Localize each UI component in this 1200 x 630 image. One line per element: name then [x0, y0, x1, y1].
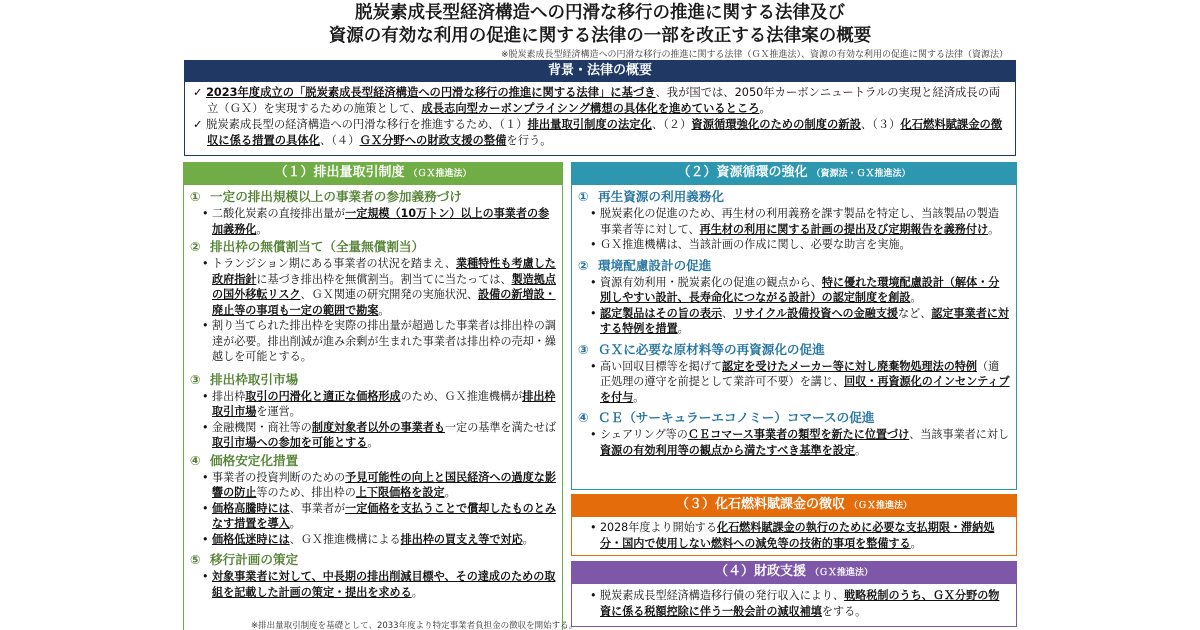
section-emissions-trading-header: （１）排出量取引制度 （ＧＸ推進法） [183, 162, 563, 184]
background-paragraph-1: ✓ 2023年度成立の「脱炭素成長型経済構造への円滑な移行の推進に関する法律」に基づき、我が国では、2050年カーボンニュートラルの実現と経済成長の両立（ＧＸ）を実現するための施策として、成長志向型カーボンプライシング構想の具体化を進めているところ。 [193, 86, 1001, 115]
bullet: • 二酸化炭素の直接排出量が一定規模（10万トン）以上の事業者の参加義務化。 [190, 206, 556, 237]
bullet: • 脱炭素成長型経済構造移行債の発行収入により、戦略税制のうち、ＧＸ分野の物資に係る税額控除に伴う一般会計の減収補填をする。 [578, 588, 1010, 619]
background-paragraph-2: ✓ 脱炭素成長型の経済構造への円滑な移行を推進するため、（１）排出量取引制度の法定化、（２）資源循環強化のための制度の新設、（３）化石燃料賦課金の徴収に係る措置の具体化、（４）ＧＸ分野への財政支援の整備を行う。 [193, 118, 1003, 147]
bullet: • 価格低迷時には、ＧＸ推進機構による排出枠の買支え等で対応。 [190, 532, 556, 548]
bullet: • トランジション期にある事業者の状況を踏まえ、業種特性も考慮した政府指針に基づき排出枠を無償割当。割当てに当たっては、製造拠点の国外移転リスク、ＧＸ関連の研究開発の実施状況、設備の新増設・廃止等の事項も一定の範囲で勘案。 [190, 256, 556, 318]
section-emissions-trading [183, 162, 563, 630]
bullet: • シェアリング等のＣＥコマース事業者の類型を新たに位置づけ、当該事業者に対し資源の有効利用等の観点から満たすべき基準を設定。 [578, 427, 1010, 458]
item-heading: ③ ＧＸに必要な原材料等の再資源化の促進 [578, 341, 825, 357]
section-resource-circulation-body [571, 184, 1017, 490]
bullet: • 2028年度より開始する化石燃料賦課金の執行のために必要な支払期限・滞納処分・国内で使用しない燃料への減免等の技術的事項を整備する。 [578, 520, 1010, 551]
title-line-2: 資源の有効な利用の促進に関する法律の一部を改正する法律案の概要 [328, 26, 872, 46]
section-fossil-fuel-levy-header: （３）化石燃料賦課金の徴収 （ＧＸ推進法） [571, 494, 1017, 516]
section-financial-support [571, 561, 1017, 627]
footnote: ※排出量取引制度を基礎として、2033年度より特定事業者負担金の徴収を開始する。 [251, 621, 578, 630]
background-box [184, 82, 1016, 156]
item-heading: ② 排出枠の無償割当て（全量無償割当） [190, 239, 425, 254]
title-line-1: 脱炭素成長型経済構造への円滑な移行の推進に関する法律及び [355, 3, 845, 23]
section-financial-support-body [571, 583, 1017, 627]
item-heading: ③ 排出枠取引市場 [190, 371, 299, 387]
bullet: • 価格高騰時には、事業者が一定価格を支払うことで償却したものとみなす措置を導入。 [190, 501, 556, 532]
item-heading: ① 一定の排出規模以上の事業者の参加義務づけ [190, 189, 462, 204]
section-fossil-fuel-levy-body [571, 516, 1017, 556]
section-emissions-trading-body [183, 184, 563, 630]
bullet: • 排出枠取引の円滑化と適正な価格形成のため、ＧＸ推進機構が排出枠取引市場を運営。 [190, 389, 556, 420]
item-heading: ② 環境配慮設計の促進 [578, 257, 712, 273]
title-note: ※脱炭素成長型経済構造への円滑な移行の推進に関する法律（ＧＸ推進法）、資源の有効な利用の促進に関する法律（資源法） [500, 50, 1008, 60]
bullet: • 脱炭素化の促進のため、再生材の利用義務を課す製品を特定し、当該製品の製造事業者等に対して、再生材の利用に関する計画の提出及び定期報告を義務付け。 [578, 206, 1010, 237]
item-heading: ① 再生資源の利用義務化 [578, 189, 724, 204]
document-title [0, 2, 1200, 48]
bullet: • 認定製品はその旨の表示、リサイクル設備投資への金融支援など、認定事業者に対する特例を措置。 [578, 306, 1010, 337]
section-resource-circulation-header: （２）資源循環の強化 （資源法・ＧＸ推進法） [571, 162, 1017, 184]
check-icon: ✓ [193, 86, 203, 99]
bullet: • ＧＸ推進機構は、当該計画の作成に関し、必要な助言を実施。 [578, 237, 1010, 253]
bullet: • 高い回収目標等を掲げて認定を受けたメーカー等に対し廃棄物処理法の特例（適正処理の遵守を前提として業許可不要）を講じ、回収・再資源化のインセンティブを付与。 [578, 359, 1010, 406]
background-header: 背景・法律の概要 [184, 60, 1016, 82]
bullet: • 金融機関・商社等の制度対象者以外の事業者も一定の基準を満たせば取引市場への参加を可能とする。 [190, 420, 556, 451]
item-heading: ④ 価格安定化措置 [190, 452, 299, 468]
section-financial-support-header: （４）財政支援 （ＧＸ推進法） [571, 561, 1017, 583]
section-fossil-fuel-levy [571, 494, 1017, 556]
bullet: • 資源有効利用・脱炭素化の促進の観点から、特に優れた環境配慮設計（解体・分別しやすい設計、長寿命化につながる設計）の認定制度を創設。 [578, 275, 1010, 306]
bullet: • 対象事業者に対して、中長期の排出削減目標や、その達成のための取組を記載した計画の策定・提出を求める。 [190, 569, 556, 600]
bullet: • 事業者の投資判断のための予見可能性の向上と国民経済への過度な影響の防止等のため、排出枠の上下限価格を設定。 [190, 470, 556, 501]
item-heading: ⑤ 移行計画の策定 [190, 552, 299, 567]
item-heading: ④ ＣＥ（サーキュラーエコノミー）コマースの促進 [578, 410, 875, 425]
bullet: • 割り当てられた排出枠を実際の排出量が超過した事業者は排出枠の調達が必要。排出削減が進み余剰が生まれた事業者は排出枠の売却・繰越しを可能とする。 [190, 318, 556, 365]
check-icon: ✓ [193, 118, 203, 131]
section-resource-circulation [571, 162, 1017, 490]
